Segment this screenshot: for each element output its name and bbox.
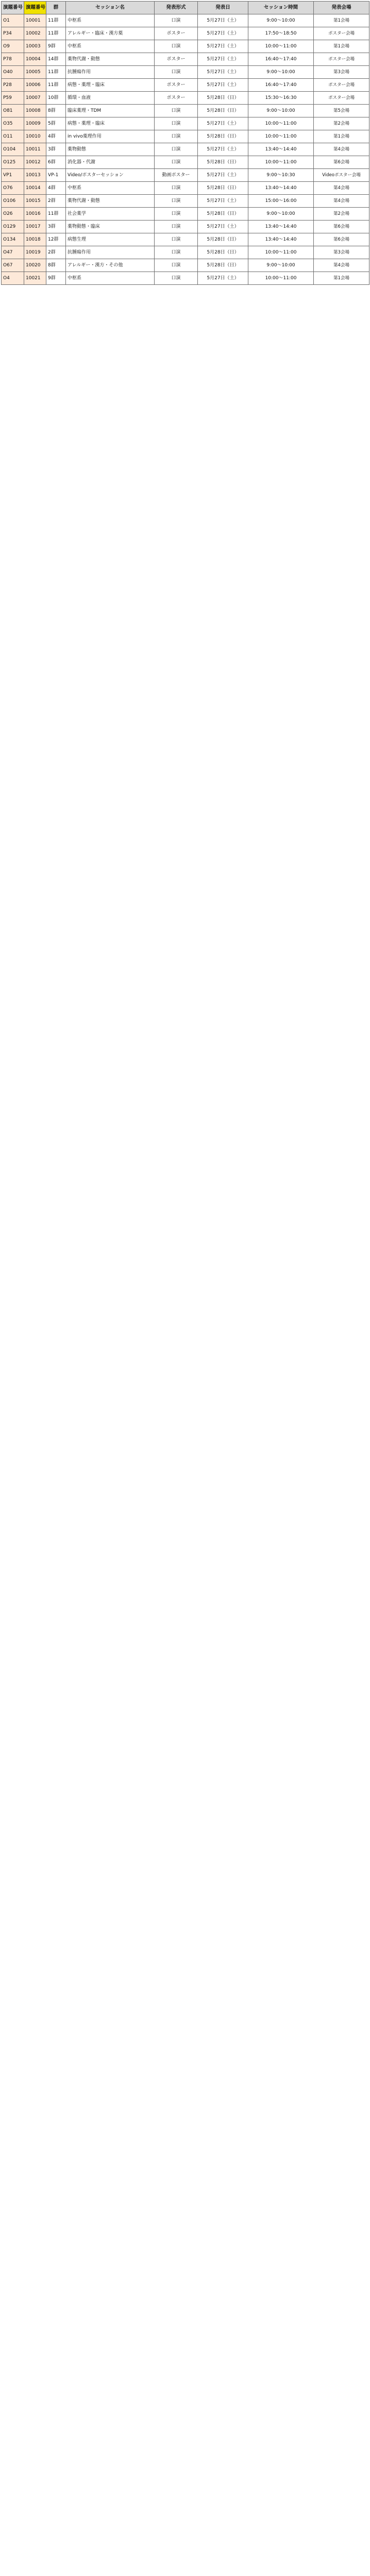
cell-date: 5月27日（土） [198,117,248,130]
table-row[interactable] [2,53,369,66]
cell-num: 10010 [24,130,46,143]
cell-code: O9 [2,40,24,53]
cell-date: 5月28日（日） [198,105,248,117]
cell-session: 薬物動態 [66,143,155,156]
cell-time: 13:40〜14:40 [248,221,314,233]
cell-fmt: 口演 [155,259,198,272]
table-row[interactable] [2,182,369,195]
cell-session: 中枢系 [66,14,155,27]
cell-session: 病態・薬理・臨床 [66,79,155,92]
cell-fmt: ポスター [155,53,198,66]
cell-time: 9:00〜10:30 [248,169,314,182]
cell-room: 第6会場 [314,233,369,246]
cell-num: 10017 [24,221,46,233]
cell-room: ポスター会場 [314,27,369,40]
cell-group: 4群 [46,182,66,195]
cell-room: Videoポスター会場 [314,169,369,182]
cell-fmt: 口演 [155,14,198,27]
cell-num: 10018 [24,233,46,246]
table-row[interactable] [2,92,369,105]
header-room[interactable]: 発表会場 [314,2,369,14]
table-row[interactable] [2,272,369,285]
cell-code: O81 [2,105,24,117]
cell-session: 循環・血液 [66,92,155,105]
table-row[interactable] [2,208,369,221]
cell-code: O26 [2,208,24,221]
cell-code: O1 [2,14,24,27]
cell-session: 抗腫瘍作用 [66,246,155,259]
cell-session: 病態・薬理・臨床 [66,117,155,130]
cell-session: アレルギー・臨床・漢方薬 [66,27,155,40]
cell-fmt: 口演 [155,208,198,221]
cell-room: 第4会場 [314,259,369,272]
cell-session: 抗腫瘍作用 [66,66,155,79]
cell-time: 15:30〜16:30 [248,92,314,105]
cell-fmt: ポスター [155,79,198,92]
cell-code: O134 [2,233,24,246]
cell-date: 5月28日（日） [198,92,248,105]
cell-num: 10009 [24,117,46,130]
cell-fmt: 口演 [155,195,198,208]
cell-time: 9:00〜10:00 [248,14,314,27]
cell-time: 10:00〜11:00 [248,156,314,169]
table-row[interactable] [2,66,369,79]
cell-date: 5月28日（日） [198,130,248,143]
cell-code: O125 [2,156,24,169]
table-body [2,14,369,285]
cell-num: 10006 [24,79,46,92]
cell-date: 5月27日（土） [198,169,248,182]
cell-fmt: 口演 [155,105,198,117]
cell-room: 第1会場 [314,272,369,285]
cell-room: 第4会場 [314,143,369,156]
cell-code: O40 [2,66,24,79]
cell-date: 5月28日（日） [198,259,248,272]
table-row[interactable] [2,221,369,233]
cell-group: 8群 [46,259,66,272]
cell-date: 5月28日（日） [198,233,248,246]
cell-date: 5月27日（土） [198,14,248,27]
cell-fmt: ポスター [155,27,198,40]
cell-date: 5月27日（土） [198,66,248,79]
cell-room: ポスター会場 [314,53,369,66]
cell-code: O129 [2,221,24,233]
cell-room: 第6会場 [314,221,369,233]
cell-num: 10001 [24,14,46,27]
table-row[interactable] [2,14,369,27]
cell-num: 10003 [24,40,46,53]
cell-group: 11群 [46,79,66,92]
cell-time: 10:00〜11:00 [248,117,314,130]
cell-fmt: 口演 [155,221,198,233]
cell-session: 中枢系 [66,40,155,53]
cell-group: 8群 [46,105,66,117]
cell-group: 5群 [46,117,66,130]
cell-num: 10011 [24,143,46,156]
table-row[interactable] [2,27,369,40]
cell-date: 5月27日（土） [198,221,248,233]
session-schedule-sheet [1,1,369,285]
cell-session: Video/ポスターセッション [66,169,155,182]
cell-room: 第1会場 [314,40,369,53]
cell-group: 10群 [46,92,66,105]
cell-date: 5月27日（土） [198,40,248,53]
cell-group: 3群 [46,221,66,233]
cell-room: ポスター会場 [314,92,369,105]
cell-group: 9群 [46,40,66,53]
cell-session: 社会薬学 [66,208,155,221]
header-format[interactable]: 発表形式 [155,2,198,14]
table-row[interactable] [2,143,369,156]
cell-time: 13:40〜14:40 [248,143,314,156]
cell-date: 5月27日（土） [198,195,248,208]
cell-room: 第6会場 [314,156,369,169]
cell-fmt: 口演 [155,182,198,195]
header-time[interactable]: セッション時間 [248,2,314,14]
cell-session: 中枢系 [66,182,155,195]
header-session[interactable]: セッション名 [66,2,155,14]
cell-fmt: ポスター [155,92,198,105]
cell-time: 10:00〜11:00 [248,130,314,143]
cell-group: 11群 [46,14,66,27]
cell-num: 10019 [24,246,46,259]
cell-num: 10005 [24,66,46,79]
table-row[interactable] [2,156,369,169]
cell-time: 16:40〜17:40 [248,53,314,66]
cell-session: 病態生理 [66,233,155,246]
cell-time: 13:40〜14:40 [248,182,314,195]
cell-session: 薬物代謝・動態 [66,53,155,66]
cell-fmt: 口演 [155,272,198,285]
cell-num: 10004 [24,53,46,66]
cell-code: O47 [2,246,24,259]
cell-code: O67 [2,259,24,272]
cell-fmt: 口演 [155,246,198,259]
cell-code: P59 [2,92,24,105]
cell-fmt: 口演 [155,156,198,169]
cell-time: 9:00〜10:00 [248,208,314,221]
cell-code: VP1 [2,169,24,182]
cell-num: 10015 [24,195,46,208]
cell-group: 11群 [46,208,66,221]
cell-room: ポスター会場 [314,79,369,92]
cell-room: 第3会場 [314,246,369,259]
cell-code: O104 [2,143,24,156]
cell-code: O76 [2,182,24,195]
cell-room: 第4会場 [314,182,369,195]
cell-date: 5月27日（土） [198,53,248,66]
cell-group: VP-1 [46,169,66,182]
cell-session: 薬物動態・臨床 [66,221,155,233]
table-row[interactable] [2,259,369,272]
header-group[interactable]: 群 [46,2,66,14]
cell-fmt: 口演 [155,130,198,143]
cell-fmt: 口演 [155,117,198,130]
table-row[interactable] [2,130,369,143]
abstract-schedule-table [1,1,369,285]
cell-date: 5月28日（日） [198,246,248,259]
table-row[interactable] [2,105,369,117]
table-header-row [2,2,369,14]
table-row[interactable] [2,246,369,259]
cell-time: 9:00〜10:00 [248,259,314,272]
cell-code: P34 [2,27,24,40]
cell-code: O4 [2,272,24,285]
cell-group: 2群 [46,195,66,208]
cell-group: 11群 [46,27,66,40]
cell-code: O11 [2,130,24,143]
cell-time: 16:40〜17:40 [248,79,314,92]
cell-session: アレルギー・漢方・その他 [66,259,155,272]
header-date[interactable]: 発表日 [198,2,248,14]
cell-num: 10021 [24,272,46,285]
table-row[interactable] [2,169,369,182]
cell-fmt: 口演 [155,40,198,53]
cell-room: 第5会場 [314,105,369,117]
cell-date: 5月28日（日） [198,208,248,221]
cell-room: 第4会場 [314,195,369,208]
cell-session: 薬物代謝・動態 [66,195,155,208]
cell-time: 9:00〜10:00 [248,66,314,79]
cell-date: 5月27日（土） [198,272,248,285]
cell-time: 10:00〜11:00 [248,40,314,53]
cell-num: 10013 [24,169,46,182]
cell-fmt: 口演 [155,143,198,156]
cell-num: 10020 [24,259,46,272]
cell-code: P28 [2,79,24,92]
cell-group: 4群 [46,130,66,143]
cell-session: in vivo薬理作用 [66,130,155,143]
cell-num: 10008 [24,105,46,117]
cell-fmt: 口演 [155,233,198,246]
cell-num: 10016 [24,208,46,221]
cell-date: 5月27日（土） [198,79,248,92]
cell-fmt: 口演 [155,66,198,79]
table-row[interactable] [2,195,369,208]
table-row[interactable] [2,117,369,130]
cell-group: 2群 [46,246,66,259]
cell-group: 14群 [46,53,66,66]
cell-room: 第3会場 [314,66,369,79]
cell-time: 10:00〜11:00 [248,272,314,285]
cell-num: 10002 [24,27,46,40]
cell-group: 11群 [46,66,66,79]
cell-date: 5月27日（土） [198,27,248,40]
cell-group: 9群 [46,272,66,285]
cell-session: 中枢系 [66,272,155,285]
cell-date: 5月27日（土） [198,143,248,156]
header-number[interactable]: 演題番号 [24,2,46,14]
cell-session: 消化器・代謝 [66,156,155,169]
table-row[interactable] [2,79,369,92]
cell-time: 10:00〜11:00 [248,246,314,259]
cell-group: 6群 [46,156,66,169]
cell-date: 5月28日（日） [198,182,248,195]
table-row[interactable] [2,233,369,246]
cell-room: 第2会場 [314,208,369,221]
cell-fmt: 動画ポスター [155,169,198,182]
cell-room: 第1会場 [314,14,369,27]
header-code[interactable]: 演題番号 [2,2,24,14]
cell-code: O35 [2,117,24,130]
cell-group: 3群 [46,143,66,156]
cell-time: 17:50〜18:50 [248,27,314,40]
cell-date: 5月28日（日） [198,156,248,169]
cell-time: 15:00〜16:00 [248,195,314,208]
cell-code: O106 [2,195,24,208]
cell-session: 臨床薬理・TDM [66,105,155,117]
cell-room: 第2会場 [314,117,369,130]
cell-time: 13:40〜14:40 [248,233,314,246]
table-row[interactable] [2,40,369,53]
cell-num: 10012 [24,156,46,169]
cell-code: P78 [2,53,24,66]
cell-group: 12群 [46,233,66,246]
cell-room: 第1会場 [314,130,369,143]
cell-num: 10014 [24,182,46,195]
cell-num: 10007 [24,92,46,105]
cell-time: 9:00〜10:00 [248,105,314,117]
